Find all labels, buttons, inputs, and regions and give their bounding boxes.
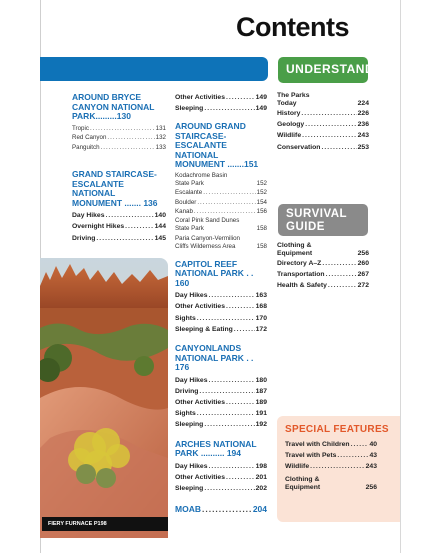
section-heading: CANYONLANDS NATIONAL PARK . . 176 bbox=[175, 343, 254, 372]
toc-entry[interactable]: Geology ..... 236 bbox=[277, 119, 369, 130]
toc-section-arches[interactable] bbox=[175, 440, 267, 495]
page-title: Contents bbox=[236, 12, 349, 42]
toc-section-around-grand-staircase[interactable] bbox=[175, 122, 267, 250]
section-heading: GRAND STAIRCASE-ESCALANTE NATIONAL MONUMENT ....... 136 bbox=[72, 169, 158, 208]
toc-section-grand-staircase[interactable] bbox=[72, 170, 166, 244]
toc-entry[interactable]: Directory A–Z ..... 260 bbox=[277, 258, 369, 269]
toc-column-3 bbox=[277, 92, 369, 291]
section-heading: AROUND GRAND STAIRCASE-ESCALANTE NATIONAL MONUMENT .......151 bbox=[175, 121, 259, 170]
toc-entry[interactable]: Sights ..... 170 bbox=[175, 313, 267, 324]
toc-entry[interactable]: Sleeping ..... 192 bbox=[175, 419, 267, 430]
toc-entry[interactable]: Driving ..... 145 bbox=[72, 233, 166, 244]
toc-entry[interactable]: The Parks Today 224 bbox=[277, 92, 369, 107]
toc-entry[interactable]: Coral Pink Sand Dunes State Park 158 bbox=[175, 216, 267, 232]
toc-column-1 bbox=[72, 93, 166, 244]
toc-entry[interactable]: Kodachrome Basin State Park 152 bbox=[175, 171, 267, 187]
toc-entry[interactable]: Driving ..... 187 bbox=[175, 386, 267, 397]
tab-understand[interactable]: UNDERSTAND bbox=[278, 57, 368, 83]
toc-section-bryce[interactable] bbox=[72, 93, 166, 152]
toc-entry[interactable]: Red Canyon ..... 132 bbox=[72, 133, 166, 143]
toc-entry[interactable]: Overnight Hikes ..... 144 bbox=[72, 221, 166, 232]
toc-entry[interactable]: Day Hikes ..... 180 bbox=[175, 375, 267, 386]
header-accent-bar bbox=[40, 57, 268, 81]
toc-entry[interactable]: Conservation ..... 253 bbox=[277, 142, 369, 153]
toc-entry[interactable]: Escalante ..... 152 bbox=[175, 188, 267, 198]
toc-entry[interactable]: Health & Safety ..... 272 bbox=[277, 280, 369, 291]
toc-entry[interactable]: Other Activities ..... 201 bbox=[175, 472, 267, 483]
toc-entry[interactable]: Paria Canyon-Vermilion Cliffs Wilderness Area 158 bbox=[175, 234, 267, 250]
cover-photo bbox=[40, 258, 168, 538]
toc-entry[interactable]: Wildlife ..... 243 bbox=[277, 130, 369, 141]
toc-entry[interactable]: Travel with Pets ..... 43 bbox=[285, 450, 377, 461]
toc-entry[interactable]: Day Hikes ..... 140 bbox=[72, 210, 166, 221]
toc-entry[interactable]: Other Activities ..... 189 bbox=[175, 397, 267, 408]
tab-survival-guide[interactable]: SURVIVAL GUIDE bbox=[278, 204, 368, 236]
toc-column-2 bbox=[175, 92, 267, 515]
toc-entry[interactable]: Transportation ..... 267 bbox=[277, 269, 369, 280]
toc-entry[interactable]: Sights ..... 191 bbox=[175, 408, 267, 419]
toc-entry[interactable]: Travel with Children ..... 40 bbox=[285, 439, 377, 450]
toc-entry[interactable]: Day Hikes ..... 198 bbox=[175, 461, 267, 472]
toc-entry[interactable]: Clothing & Equipment 256 bbox=[285, 475, 377, 491]
page-edge-right bbox=[400, 0, 401, 553]
section-heading: ARCHES NATIONAL PARK .......... 194 bbox=[175, 438, 257, 459]
toc-entry[interactable]: Kanab ..... 156 bbox=[175, 207, 267, 217]
toc-entry[interactable]: Day Hikes ..... 163 bbox=[175, 290, 267, 301]
toc-section-moab[interactable]: MOAB ..... 204 bbox=[175, 504, 267, 515]
toc-entry[interactable]: Sleeping ..... 202 bbox=[175, 483, 267, 494]
toc-entry[interactable]: Wildlife ..... 243 bbox=[285, 461, 377, 472]
toc-entry[interactable]: Sleeping & Eating ..... 172 bbox=[175, 324, 267, 335]
section-heading: AROUND BRYCE CANYON NATIONAL PARK.........130 bbox=[72, 92, 155, 121]
fiery-furnace-photo bbox=[40, 258, 168, 538]
toc-section-capitol-reef[interactable] bbox=[175, 260, 267, 335]
toc-entry[interactable]: Other Activities ..... 168 bbox=[175, 301, 267, 312]
toc-entry[interactable]: Panguitch ..... 133 bbox=[72, 143, 166, 153]
photo-caption: FIERY FURNACE P198 bbox=[42, 517, 168, 531]
toc-entry[interactable]: Boulder ..... 154 bbox=[175, 198, 267, 208]
toc-entry[interactable]: Clothing & Equipment 256 bbox=[277, 241, 369, 257]
special-features-box bbox=[277, 416, 400, 522]
special-features-title: SPECIAL FEATURES bbox=[285, 424, 389, 435]
toc-entry[interactable]: Tropic ..... 131 bbox=[72, 124, 166, 134]
toc-entry[interactable]: Sleeping ..... 149 bbox=[175, 103, 267, 114]
toc-entry[interactable]: Other Activities ..... 149 bbox=[175, 92, 267, 103]
section-heading: CAPITOL REEF NATIONAL PARK . . 160 bbox=[175, 258, 254, 288]
toc-section-canyonlands[interactable] bbox=[175, 344, 267, 431]
toc-entry[interactable]: History ..... 226 bbox=[277, 108, 369, 119]
